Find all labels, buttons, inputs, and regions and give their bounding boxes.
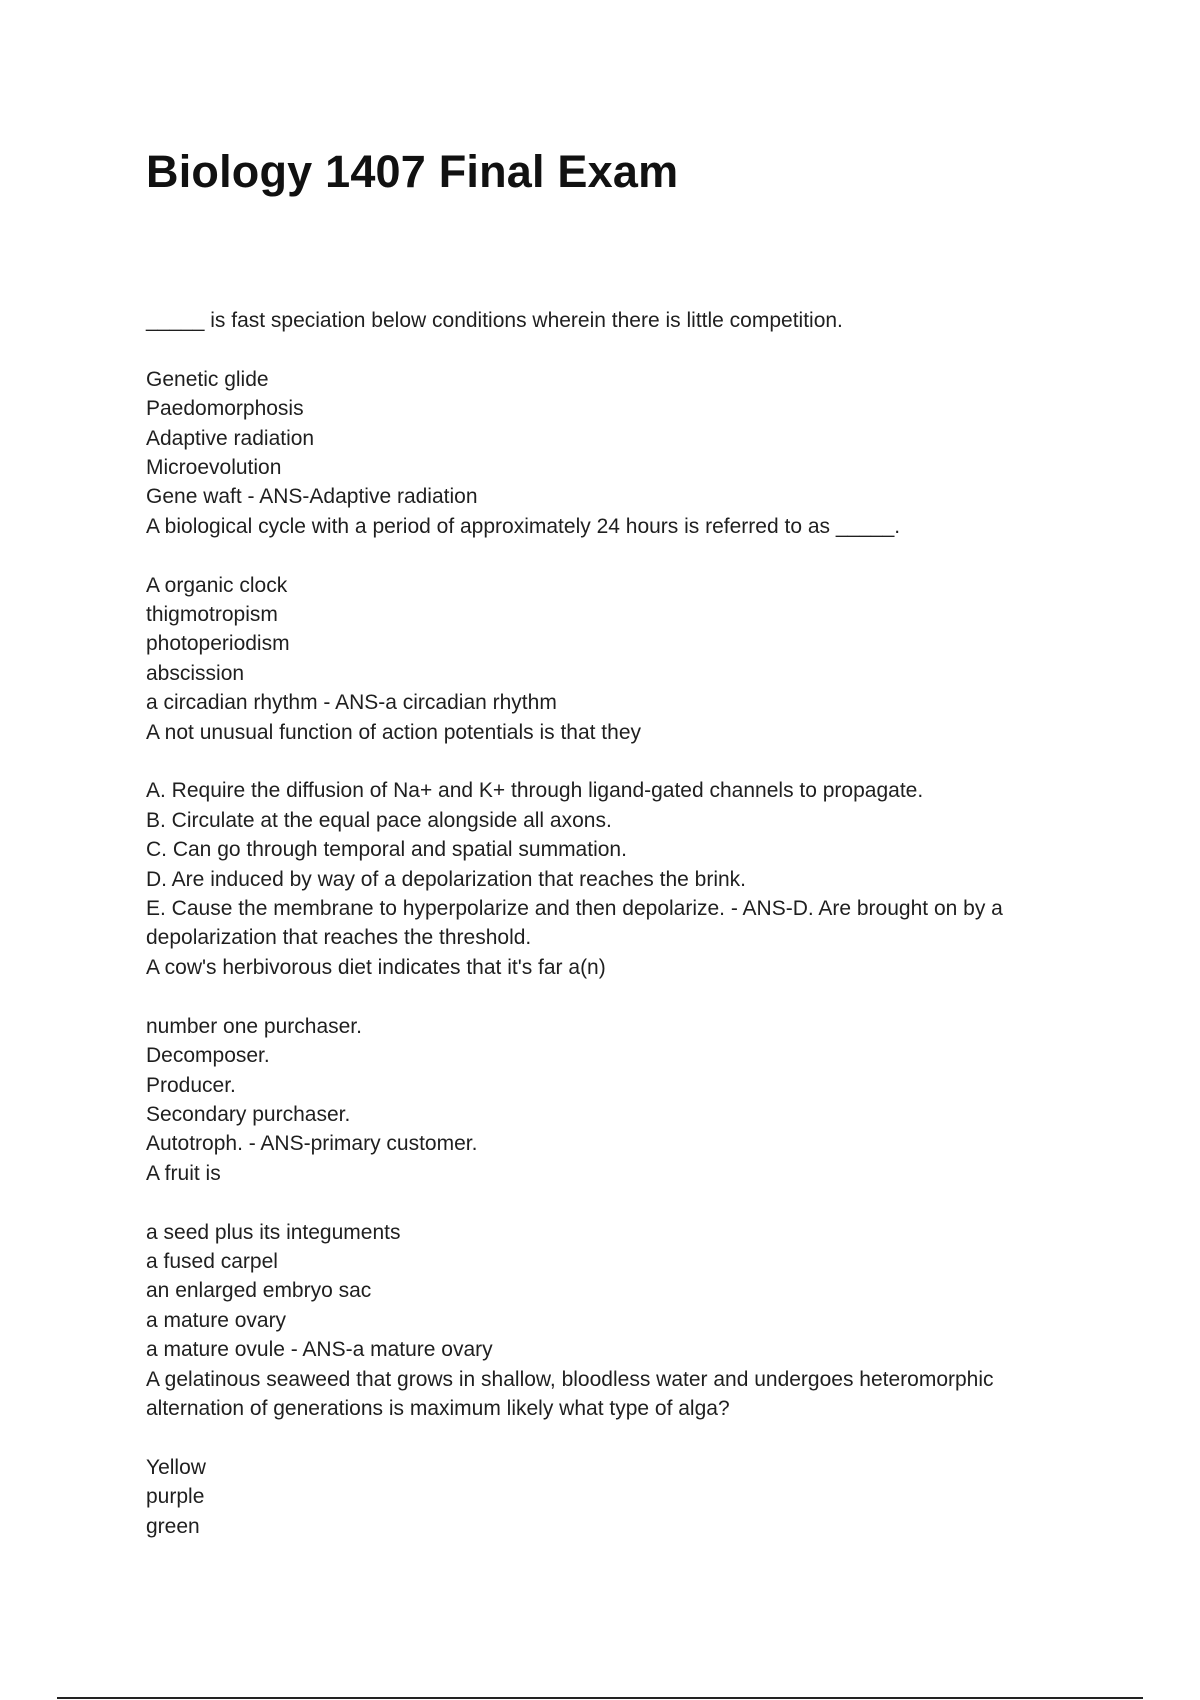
text-line: Gene waft - ANS-Adaptive radiation	[146, 485, 478, 509]
text-line: D. Are induced by way of a depolarization that reaches the brink.	[146, 867, 747, 891]
document-body	[146, 306, 1076, 1541]
text-line: Autotroph. - ANS-primary customer.	[146, 1132, 478, 1156]
text-line: C. Can go through temporal and spatial summation.	[146, 838, 627, 862]
text-line: A. Require the diffusion of Na+ and K+ through ligand-gated channels to propagate.	[146, 779, 924, 803]
text-line: a circadian rhythm - ANS-a circadian rhythm	[146, 691, 557, 715]
text-line: A biological cycle with a period of approximately 24 hours is referred to as _____.	[146, 514, 901, 538]
text-line: green	[146, 1514, 200, 1538]
text-line: photoperiodism	[146, 632, 290, 656]
text-line: A gelatinous seaweed that grows in shallow, bloodless water and undergoes heteromorphic alternation of generations is maximum likely what type of alga?	[146, 1367, 994, 1420]
document-title: Biology 1407 Final Exam	[146, 146, 679, 197]
paragraph-gap	[146, 1423, 1076, 1452]
paragraph-gap	[146, 1188, 1076, 1217]
text-line: E. Cause the membrane to hyperpolarize and then depolarize. - ANS-D. Are brought on by a depolarization that reaches the threshold.	[146, 897, 1003, 950]
text-line: A cow's herbivorous diet indicates that it's far a(n)	[146, 955, 606, 979]
text-line: an enlarged embryo sac	[146, 1279, 372, 1303]
text-line: Genetic glide	[146, 367, 269, 391]
text-line: number one purchaser.	[146, 1014, 362, 1038]
text-line: abscission	[146, 661, 245, 685]
text-line: Decomposer.	[146, 1044, 270, 1068]
paragraph-gap	[146, 982, 1076, 1011]
text-line: A fruit is	[146, 1161, 221, 1185]
text-line: Paedomorphosis	[146, 397, 304, 421]
paragraph-gap	[146, 747, 1076, 776]
text-line: Microevolution	[146, 456, 282, 480]
text-line: thigmotropism	[146, 603, 278, 627]
text-line: Yellow	[146, 1455, 206, 1479]
text-line: purple	[146, 1485, 205, 1509]
text-line: a mature ovary	[146, 1308, 287, 1332]
text-line: Secondary purchaser.	[146, 1102, 351, 1126]
text-line: _____ is fast speciation below conditions wherein there is little competition.	[146, 309, 843, 332]
text-line: B. Circulate at the equal pace alongside all axons.	[146, 808, 612, 832]
footer-divider	[57, 1697, 1143, 1699]
text-line: a seed plus its integuments	[146, 1220, 401, 1244]
paragraph-gap	[146, 541, 1076, 570]
paragraph-gap	[146, 335, 1076, 364]
text-line: a mature ovule - ANS-a mature ovary	[146, 1338, 493, 1362]
text-line: a fused carpel	[146, 1249, 278, 1273]
text-line: A organic clock	[146, 573, 288, 597]
text-line: A not unusual function of action potentials is that they	[146, 720, 641, 744]
text-line: Adaptive radiation	[146, 426, 315, 450]
text-line: Producer.	[146, 1073, 236, 1097]
